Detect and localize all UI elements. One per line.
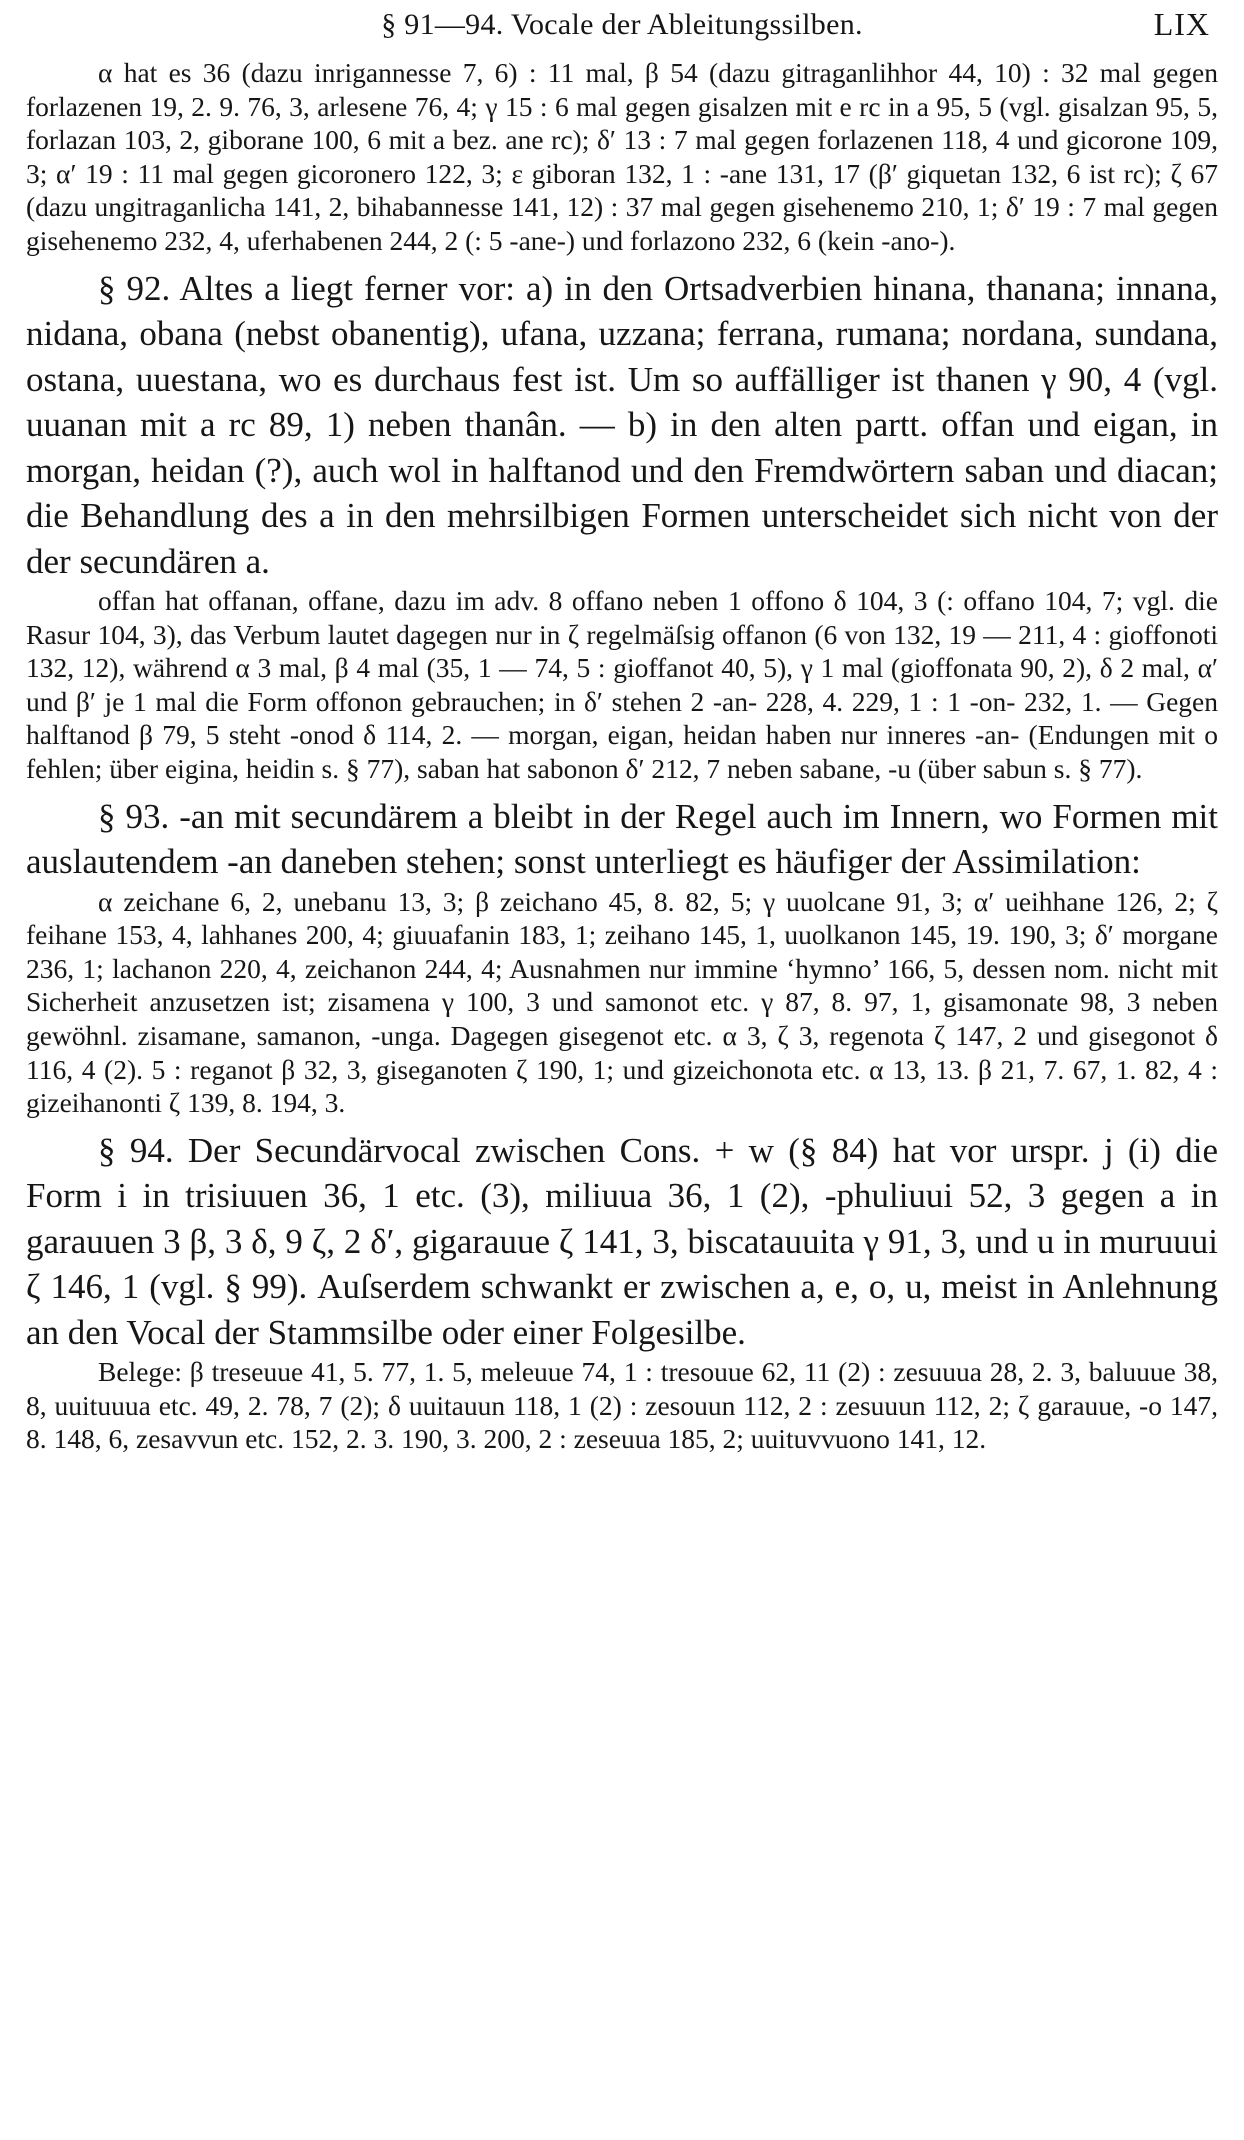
section-94: § 94. Der Secundärvocal zwischen Cons. + w (§ 84) hat vor urspr. j (i) die Form i in trisiuuen 36, 1 etc. (3), miliuua 36, 1 (2), -phuliuui 52, 3 gegen a in garauuen 3 β, 3 δ, 9 ζ, 2 δ′, gigarauue ζ 141, 3, biscatauuita γ 91, 3, und u in muruuui ζ 146, 1 (vgl. § 99). Auſserdem schwankt er zwischen a, e, o, u, meist in Anlehnung an den Vocal der Stammsilbe oder einer Folgesilbe.: [26, 1130, 1218, 1352]
section-93-note: α zeichane 6, 2, unebanu 13, 3; β zeichano 45, 8. 82, 5; γ uuolcane 91, 3; α′ ueihhane 126, 2; ζ feihane 153, 4, lahhanes 200, 4; giuuafanin 183, 1; zeihano 145, 1, uuolkanon 145, 19. 190, 3; δ′ morgane 236, 1; lachanon 220, 4, zeichanon 244, 4; Ausnahmen nur immine ‘hymno’ 166, 5, dessen nom. nicht mit Sicherheit anzusetzen ist; zisamena γ 100, 3 und samonot etc. γ 87, 8. 97, 1, gisamonate 98, 3 neben gewöhnl. zisamane, samanon, -unga. Dagegen gisegenot etc. α 3, ζ 3, regenota ζ 147, 2 und gisegonot δ 116, 4 (2). 5 : reganot β 32, 3, giseganoten ζ 190, 1; und gizeichonota etc. α 13, 13. β 21, 7. 67, 1. 82, 4 : gizeihanonti ζ 139, 8. 194, 3.: [26, 885, 1218, 1119]
running-header: [26, 6, 1218, 56]
section-92-note: offan hat offanan, offane, dazu im adv. 8 offano neben 1 offono δ 104, 3 (: offano 104, 7; vgl. die Rasur 104, 3), das Verbum lautet dagegen nur in ζ regelmäſsig offanon (6 von 132, 19 — 211, 4 : gioffonoti 132, 12), während α 3 mal, β 4 mal (35, 1 — 74, 5 : gioffanot 40, 5), γ 1 mal (gioffonata 90, 2), δ 2 mal, α′ und β′ je 1 mal die Form offonon gebrauchen; in δ′ stehen 2 -an- 228, 4. 229, 1 : 1 -on- 232, 1. — Gegen halftanod β 79, 5 steht -onod δ 114, 2. — morgan, eigan, heidan haben nur inneres -an- (Endungen mit o fehlen; über eigina, heidin s. § 77), saban hat sabonon δ′ 212, 7 neben sabane, -u (über sabun s. § 77).: [26, 585, 1218, 785]
section-92: § 92. Altes a liegt ferner vor: a) in den Ortsadverbien hinana, thanana; innana, nidana, obana (nebst obanentig), ufana, uzzana; ferrana, rumana; nordana, sundana, ostana, uuestana, wo es durchaus fest ist. Um so auffälliger ist thanen γ 90, 4 (vgl. uuanan mit a rc 89, 1) neben thanân. — b) in den alten partt. offan und eigan, in morgan, heidan (?), auch wol in halftanod und den Fremdwörtern saban und diacan; die Behandlung des a in den mehrsilbigen Formen unterscheidet sich nicht von der der secundären a.: [26, 268, 1218, 581]
running-title: § 91—94. Vocale der Ableitungssilben.: [381, 8, 863, 41]
section-94-note: Belege: β treseuue 41, 5. 77, 1. 5, meleuue 74, 1 : tresouue 62, 11 (2) : zesuuua 28, 2. 3, baluuue 38, 8, uuituuua etc. 49, 2. 78, 7 (2); δ uuitauun 118, 1 (2) : zesouun 112, 2 : zesuuun 112, 2; ζ garauue, -o 147, 8. 148, 6, zesavvun etc. 152, 2. 3. 190, 3. 200, 2 : zeseuua 185, 2; uuituvvuono 141, 12.: [26, 1356, 1218, 1455]
section-93: § 93. -an mit secundärem a bleibt in der Regel auch im Innern, wo Formen mit auslautendem -an daneben stehen; sonst unterliegt es häufiger der Assimilation:: [26, 796, 1218, 882]
book-page: [26, 0, 1218, 2140]
page-number: LIX: [1153, 6, 1210, 42]
section-91-note: α hat es 36 (dazu inrigannesse 7, 6) : 11 mal, β 54 (dazu gitraganlihhor 44, 10) : 32 mal gegen forlazenen 19, 2. 9. 76, 3, arlesene 76, 4; γ 15 : 6 mal gegen gisalzen mit e rc in a 95, 5 (vgl. gisalzan 95, 5, forlazan 103, 2, giborane 100, 6 mit a bez. ane rc); δ′ 13 : 7 mal gegen forlazenen 118, 4 und gicorone 109, 3; α′ 19 : 11 mal gegen gicoronero 122, 3; ε giboran 132, 1 : -ane 131, 17 (β′ giquetan 132, 6 ist rc); ζ 67 (dazu ungitraganlicha 141, 2, bihabannesse 141, 12) : 37 mal gegen gisehenemo 210, 1; δ′ 19 : 7 mal gegen gisehenemo 232, 4, uferhabenen 244, 2 (: 5 -ane-) und forlazono 232, 6 (kein -ano-).: [26, 57, 1218, 256]
